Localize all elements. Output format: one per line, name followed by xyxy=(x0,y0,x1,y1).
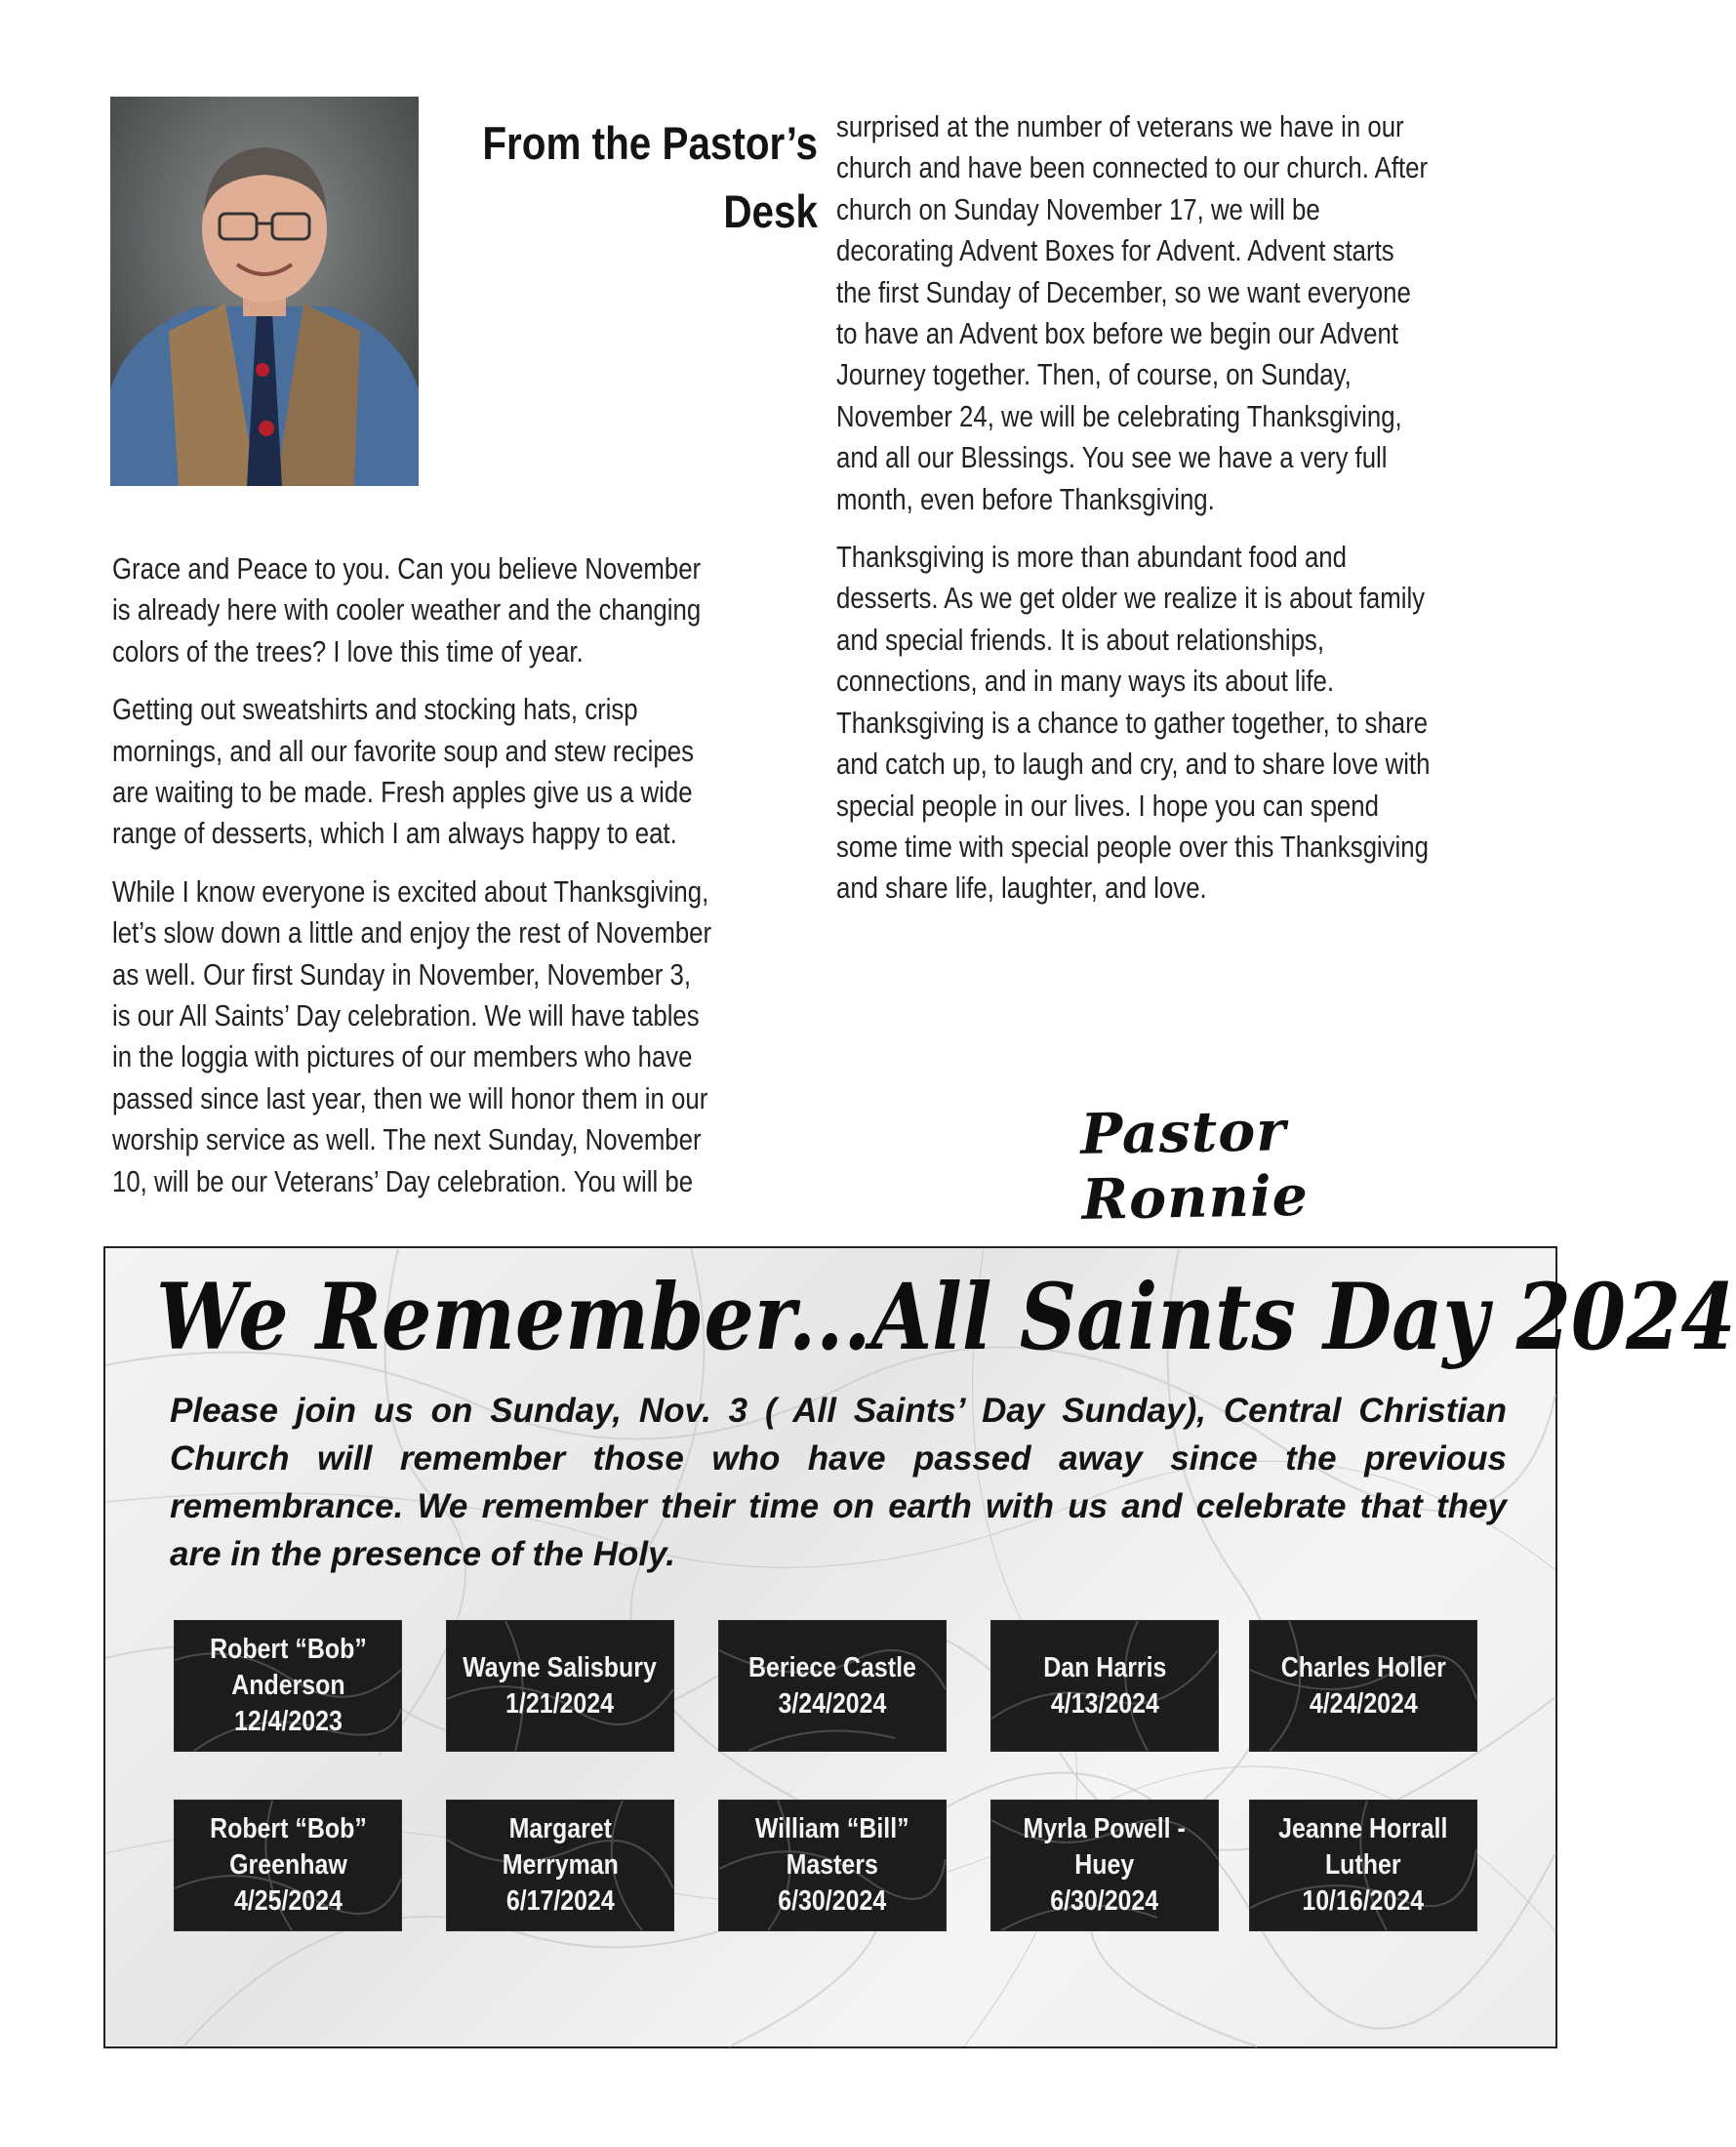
text-line: special people in our lives. I hope you can spend xyxy=(836,789,1379,823)
memorial-plaque xyxy=(175,1801,401,1930)
text-line: remembrance. We remember their time on earth with us and celebrate that they xyxy=(170,1487,1507,1525)
plaque-date: 4/25/2024 xyxy=(233,1885,343,1917)
pastor-portrait-illustration xyxy=(110,97,419,486)
plaque-name-line: Jeanne Horrall xyxy=(1278,1813,1448,1844)
plaque-date: 10/16/2024 xyxy=(1302,1885,1425,1917)
text-line: Journey together. Then, of course, on Sunday, xyxy=(836,358,1352,392)
page-title-line-2: Desk xyxy=(723,185,818,237)
text-line: and share life, laughter, and love. xyxy=(836,871,1207,906)
plaque-name-line: Beriece Castle xyxy=(748,1651,916,1683)
text-line: some time with special people over this Thanksgiving xyxy=(836,830,1429,864)
article-paragraph xyxy=(112,548,722,672)
text-line: are in the presence of the Holy. xyxy=(170,1535,676,1573)
text-line: 10, will be our Veterans’ Day celebration. You will be xyxy=(112,1164,694,1198)
text-line: as well. Our first Sunday in November, November 3, xyxy=(112,957,692,992)
text-line: surprised at the number of veterans we have in our xyxy=(836,110,1404,143)
plaque-date: 3/24/2024 xyxy=(778,1687,887,1720)
text-line: in the loggia with pictures of our members who have xyxy=(112,1040,693,1074)
text-line: passed since last year, then we will honor them in our xyxy=(112,1081,708,1115)
pastor-photo xyxy=(110,97,419,486)
page-title-line-1: From the Pastor’s xyxy=(482,117,818,169)
all-saints-memorial-box xyxy=(103,1246,1736,2048)
plaque-name-line: Merryman xyxy=(502,1849,619,1881)
article-paragraph xyxy=(836,106,1438,520)
text-line: decorating Advent Boxes for Advent. Advent starts xyxy=(836,234,1394,268)
plaque-name-line: Greenhaw xyxy=(228,1849,347,1881)
memorial-plaque xyxy=(719,1801,946,1930)
text-line: November 24, we will be celebrating Thanksgiving, xyxy=(836,399,1402,433)
text-line: Church will remember those who have passed away since the previous xyxy=(170,1439,1507,1478)
plaque-date: 12/4/2023 xyxy=(233,1706,343,1737)
text-line: While I know everyone is excited about Thanksgiving, xyxy=(112,874,709,909)
memorial-intro xyxy=(170,1387,1507,1578)
text-line: and catch up, to laugh and cry, and to share love with xyxy=(836,748,1431,782)
plaque-date: 6/30/2024 xyxy=(1050,1885,1159,1917)
memorial-plaque xyxy=(447,1801,673,1930)
text-line: mornings, and all our favorite soup and stew recipes xyxy=(112,734,694,768)
plaque-date: 6/30/2024 xyxy=(778,1885,887,1917)
memorial-plaque xyxy=(1250,1621,1476,1751)
plaque-name-line: Huey xyxy=(1074,1849,1135,1881)
plaque-name-line: Robert “Bob” xyxy=(209,1813,367,1844)
memorial-plaque xyxy=(1250,1801,1476,1930)
text-line: church and have been connected to our church. After xyxy=(836,151,1429,185)
plaque-name-line: Robert “Bob” xyxy=(209,1634,367,1665)
plaque-name-line: Dan Harris xyxy=(1042,1651,1167,1683)
plaque-name-line: Charles Holler xyxy=(1280,1651,1446,1683)
pastor-signature: Pastor Ronnie xyxy=(1079,1098,1310,1233)
page-title xyxy=(475,109,818,246)
plaque-name-line: Masters xyxy=(786,1849,879,1881)
text-line: Thanksgiving is more than abundant food and xyxy=(836,541,1347,575)
text-line: connections, and in many ways its about life. xyxy=(836,665,1335,699)
memorial-plaque xyxy=(447,1621,673,1751)
text-line: are waiting to be made. Fresh apples give us a wide xyxy=(112,776,693,810)
text-line: Getting out sweatshirts and stocking hats, crisp xyxy=(112,693,638,727)
text-line: is our All Saints’ Day celebration. We will have tables xyxy=(112,999,700,1033)
text-line: Please join us on Sunday, Nov. 3 ( All Saints’ Day Sunday), Central Christian xyxy=(170,1392,1507,1430)
memorial-title: We Remember...All Saints Day 2024 xyxy=(156,1264,1736,1371)
text-line: month, even before Thanksgiving. xyxy=(836,482,1215,516)
text-line: worship service as well. The next Sunday, November xyxy=(112,1123,702,1157)
text-line: Grace and Peace to you. Can you believe November xyxy=(112,552,702,586)
text-line: Thanksgiving is a chance to gather together, to share xyxy=(836,706,1429,740)
memorial-plaque xyxy=(175,1621,401,1751)
article-right-column xyxy=(836,106,1549,910)
memorial-plaque xyxy=(991,1621,1218,1751)
text-line: to have an Advent box before we begin our Advent xyxy=(836,317,1399,351)
text-line: church on Sunday November 17, we will be xyxy=(836,192,1320,226)
article-paragraph xyxy=(112,689,722,855)
plaque-name-line: Wayne Salisbury xyxy=(463,1651,658,1683)
plaque-name-line: Anderson xyxy=(230,1670,345,1701)
text-line: colors of the trees? I love this time of year. xyxy=(112,634,584,668)
text-line: and all our Blessings. You see we have a very full xyxy=(836,441,1388,475)
text-line: range of desserts, which I am always happy to eat. xyxy=(112,817,677,851)
article-paragraph xyxy=(112,871,722,1202)
plaque-name-line: Margaret xyxy=(508,1813,612,1844)
plaque-date: 6/17/2024 xyxy=(505,1885,615,1917)
memorial-plaque xyxy=(719,1621,946,1751)
plaque-name-line: Luther xyxy=(1325,1849,1401,1881)
text-line: is already here with cooler weather and the changing xyxy=(112,593,702,628)
text-line: the first Sunday of December, so we want everyone xyxy=(836,275,1411,309)
plaque-name-line: Myrla Powell - xyxy=(1023,1813,1187,1844)
article-left-column xyxy=(112,548,834,1202)
text-line: desserts. As we get older we realize it is about family xyxy=(836,582,1426,616)
text-line: and special friends. It is about relationships, xyxy=(836,623,1324,657)
memorial-plaque xyxy=(991,1801,1218,1930)
plaque-name-line: William “Bill” xyxy=(755,1813,909,1844)
plaque-date: 1/21/2024 xyxy=(505,1687,615,1720)
text-line: let’s slow down a little and enjoy the rest of November xyxy=(112,916,712,951)
plaque-date: 4/13/2024 xyxy=(1050,1687,1159,1720)
article-paragraph xyxy=(836,537,1438,910)
plaque-date: 4/24/2024 xyxy=(1309,1687,1418,1720)
